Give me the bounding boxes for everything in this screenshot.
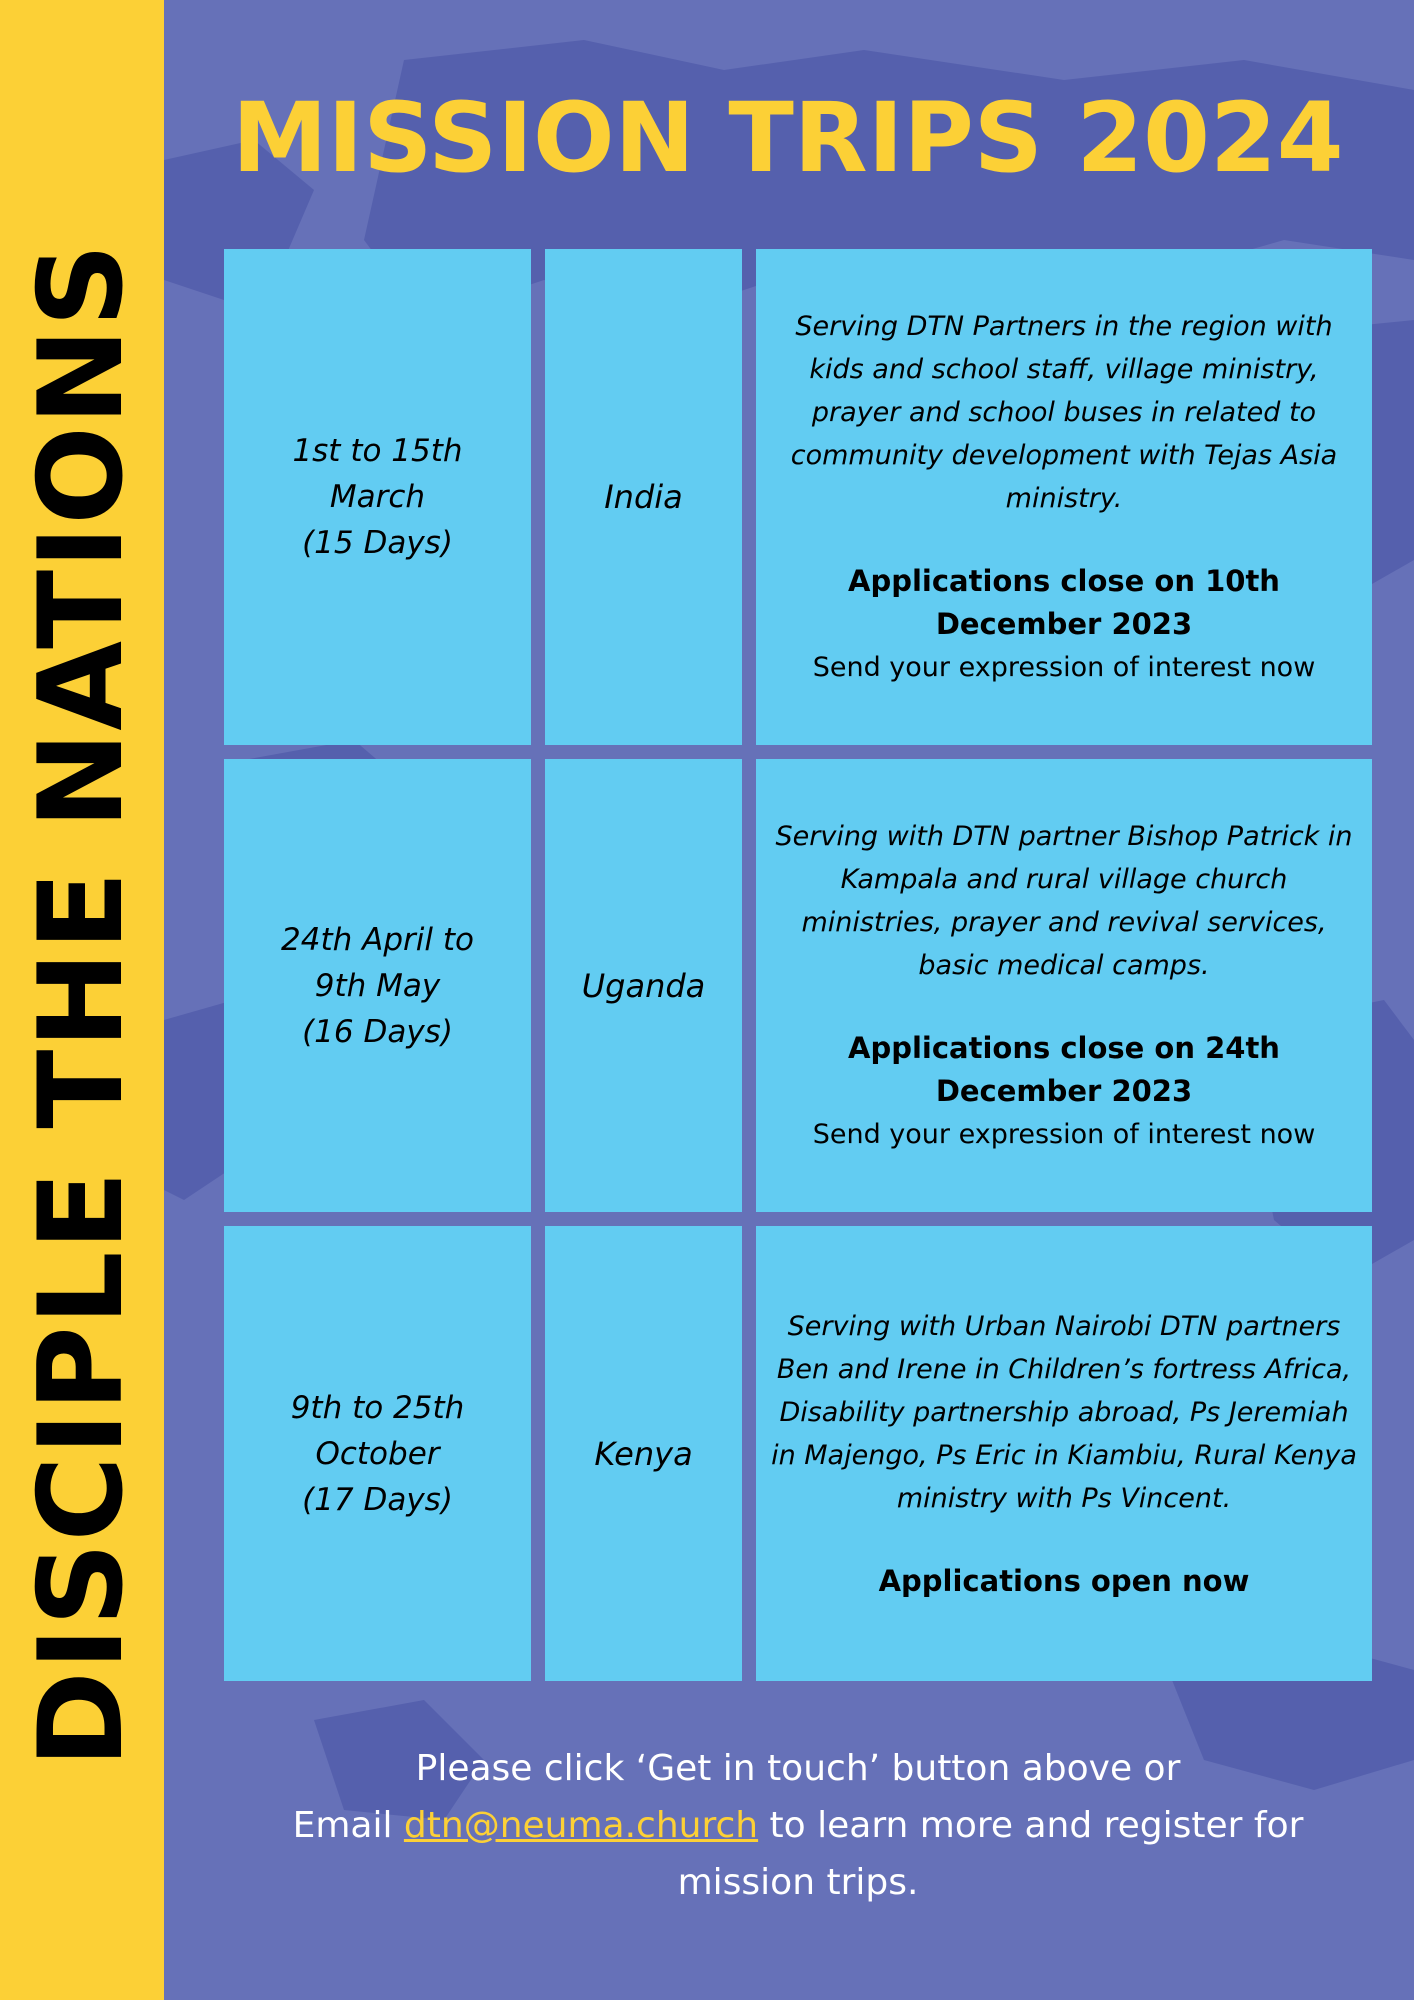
footer-email-suffix: to learn more and register for mission trips. xyxy=(677,1805,1304,1903)
trip-2-interest: Send your expression of interest now xyxy=(812,1119,1316,1150)
side-band xyxy=(0,0,164,2000)
trip-3-applications: Applications open now xyxy=(878,1563,1250,1598)
trip-3-dates-line-2: October xyxy=(315,1435,440,1472)
trip-2-dates-line-1: 24th April to xyxy=(281,921,474,958)
footer-line-1: Please click ‘Get in touch’ button above or xyxy=(415,1748,1181,1789)
trip-1-country: India xyxy=(545,249,742,745)
page-title: MISSION TRIPS 2024 xyxy=(232,82,1344,194)
trip-2-details xyxy=(756,759,1372,1212)
trip-3-dates-line-1: 9th to 25th xyxy=(290,1389,465,1426)
trip-1-details xyxy=(756,249,1372,745)
email-link[interactable]: dtn@neuma.church xyxy=(403,1805,759,1846)
trip-1-applications: Applications close on 10th December 2023 xyxy=(848,564,1280,641)
trip-2-applications: Applications close on 24th December 2023 xyxy=(848,1031,1280,1108)
trip-2-country: Uganda xyxy=(545,759,742,1212)
footer-contact xyxy=(224,1740,1372,1911)
side-label: DISCIPLE THE NATIONS xyxy=(14,242,149,1768)
trip-1-dates xyxy=(224,249,531,745)
trip-3-details xyxy=(756,1226,1372,1681)
footer-email-prefix: Email xyxy=(292,1805,404,1846)
trip-2-dates-line-2: 9th May xyxy=(314,967,441,1004)
trip-3-country: Kenya xyxy=(545,1226,742,1681)
trip-1-interest: Send your expression of interest now xyxy=(812,652,1316,683)
trip-1-dates-line-1: 1st to 15th xyxy=(292,433,463,469)
trip-2-dates xyxy=(224,759,531,1212)
trip-3-dates-line-3: (17 Days) xyxy=(302,1481,453,1518)
trip-2-description: Serving with DTN partner Bishop Patrick in Kampala and rural village church ministries, prayer and revival services, basic medical camps. xyxy=(775,821,1353,981)
trip-2-dates-line-3: (16 Days) xyxy=(302,1013,453,1050)
trip-1-dates-line-3: (15 Days) xyxy=(302,525,453,561)
trip-1-dates-line-2: March xyxy=(329,479,426,515)
trip-3-dates xyxy=(224,1226,531,1681)
trip-1-description: Serving DTN Partners in the region with kids and school staff, village ministry, prayer and school buses in related to community development with Tejas Asia ministry. xyxy=(790,311,1338,514)
trip-3-description: Serving with Urban Nairobi DTN partners Ben and Irene in Children’s fortress Africa, Disability partnership abroad, Ps Jeremiah in Majengo, Ps Eric in Kiambiu, Rural Kenya ministry with Ps Vincent. xyxy=(771,1310,1357,1514)
